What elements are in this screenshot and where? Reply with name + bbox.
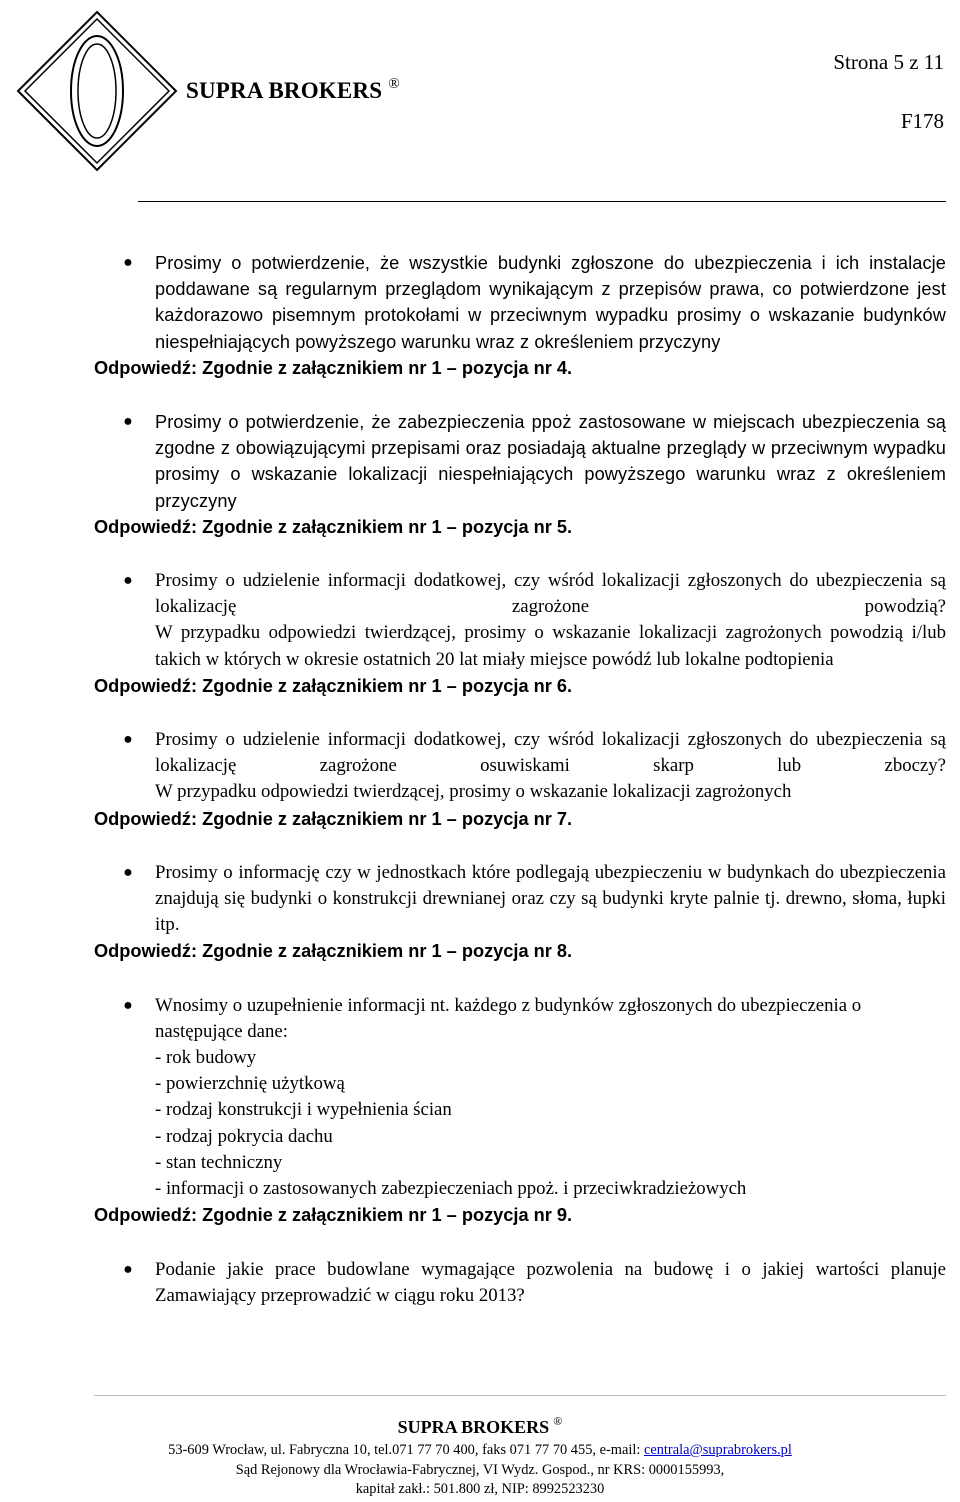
question-text: Prosimy o potwierdzenie, że wszystkie budynki zgłoszone do ubezpieczenia i ich instalacje poddawane są regularnym przeglądom wynikającym z przepisów prawa, co potwierdzone jest każdorazowo pisemnym protokołami w przeciwnym wypadku prosimy o wskazanie budynków niespełniających powyższego warunku wraz z określeniem przyczyny: [155, 253, 946, 352]
answer-text: Odpowiedź: Zgodnie z załącznikiem nr 1 – pozycja nr 6.: [94, 675, 573, 696]
bullet-icon: ●: [123, 996, 133, 1014]
list-item: [94, 860, 946, 939]
bullet-icon: ●: [123, 1260, 133, 1278]
registered-mark: ®: [388, 76, 400, 92]
list-item: [94, 250, 946, 355]
question-text-part: Prosimy o udzielenie informacji dodatkowej, czy wśród lokalizacji zgłoszonych do ubezpieczenia są lokalizację zagrożone powodzią?: [155, 570, 946, 618]
footer-brand: [0, 1414, 960, 1438]
bullet-icon: ●: [123, 731, 133, 749]
form-code: F178: [900, 109, 944, 133]
sub-list-item: - powierzchnię użytkową: [155, 1073, 345, 1095]
list-item: [94, 409, 946, 514]
list-item: [94, 568, 946, 673]
sub-list-item: - informacji o zastosowanych zabezpieczeniach ppoż. i przeciwkradzieżowych: [155, 1178, 747, 1200]
answer-text: Odpowiedź: Zgodnie z załącznikiem nr 1 – pozycja nr 4.: [94, 357, 573, 378]
header-divider: [138, 201, 946, 202]
answer-text: Odpowiedź: Zgodnie z załącznikiem nr 1 – pozycja nr 9.: [94, 1205, 573, 1226]
sub-list-item: - stan techniczny: [155, 1151, 283, 1173]
registered-mark: ®: [553, 1414, 563, 1428]
footer-address-text: 53-609 Wrocław, ul. Fabryczna 10, tel.071 77 70 400, faks 071 77 70 455, e-mail:: [168, 1442, 644, 1458]
answer-text: Odpowiedź: Zgodnie z załącznikiem nr 1 – pozycja nr 7.: [94, 808, 573, 829]
company-logo-icon: [14, 8, 180, 174]
sub-list-item: - rok budowy: [155, 1047, 257, 1069]
question-text: [155, 727, 946, 806]
list-item: [94, 993, 946, 1203]
sub-list-item: - rodzaj konstrukcji i wypełnienia ścian: [155, 1099, 452, 1121]
list-item: [94, 1257, 946, 1309]
list-item: [94, 727, 946, 806]
question-text-part: W przypadku odpowiedzi twierdzącej, prosimy o wskazanie lokalizacji zagrożonych powodzią i/lub takich w których w okresie ostatnich 20 lat miały miejsce powódź lub lokalne podtopienia: [155, 622, 946, 670]
question-list: [94, 250, 946, 1309]
question-text: Prosimy o potwierdzenie, że zabezpieczenia ppoż zastosowane w miejscach ubezpieczenia są zgodne z obowiązującymi przepisami oraz posiadają aktualne przeglądy w przeciwnym wypadku prosimy o wskazanie lokalizacji niespełniających powyższego warunku wraz z określeniem przyczyny: [155, 412, 946, 511]
footer-divider: [94, 1395, 946, 1396]
sub-list-item: - rodzaj pokrycia dachu: [155, 1125, 333, 1147]
question-text: Podanie jakie prace budowlane wymagające pozwolenia na budowę i o jakiej wartości planuje Zamawiający przeprowadzić w ciągu roku 2013?: [155, 1258, 946, 1306]
bullet-icon: ●: [123, 413, 133, 431]
page-number: Strona 5 z 11: [833, 50, 944, 74]
answer-text: Odpowiedź: Zgodnie z załącznikiem nr 1 – pozycja nr 8.: [94, 941, 573, 962]
footer-brand-name: SUPRA BROKERS: [397, 1417, 550, 1437]
question-text: [155, 993, 946, 1203]
question-text-part: Prosimy o udzielenie informacji dodatkowej, czy wśród lokalizacji zgłoszonych do ubezpieczenia są lokalizację zagrożone osuwiskami skarp lub zboczy?: [155, 729, 946, 777]
header-brand-name: SUPRA BROKERS: [186, 78, 383, 103]
question-text-part: Wnosimy o uzupełnienie informacji nt. każdego z budynków zgłoszonych do ubezpieczenia o następujące dane:: [155, 994, 862, 1042]
footer-capital-info: kapitał zakł.: 501.800 zł, NIP: 8992523230: [355, 1481, 605, 1497]
question-text: [155, 568, 946, 673]
bullet-icon: ●: [123, 863, 133, 881]
header-brand: [186, 76, 400, 104]
answer-text: Odpowiedź: Zgodnie z załącznikiem nr 1 – pozycja nr 5.: [94, 516, 573, 537]
bullet-icon: ●: [123, 572, 133, 590]
question-text: Prosimy o informację czy w jednostkach które podlegają ubezpieczeniu w budynkach do ubezpieczenia znajdują się budynki o konstrukcji drewnianej oraz czy są budynki kryte palnie tj. drewno, słoma, łupki itp.: [155, 861, 946, 936]
footer-address: [0, 1442, 960, 1459]
footer-court-info: Sąd Rejonowy dla Wrocławia-Fabrycznej, VI Wydz. Gospod., nr KRS: 0000155993,: [235, 1462, 725, 1478]
bullet-icon: ●: [123, 254, 133, 271]
question-text-part: W przypadku odpowiedzi twierdzącej, prosimy o wskazanie lokalizacji zagrożonych: [155, 781, 792, 803]
email-link[interactable]: centrala@suprabrokers.pl: [643, 1442, 792, 1458]
